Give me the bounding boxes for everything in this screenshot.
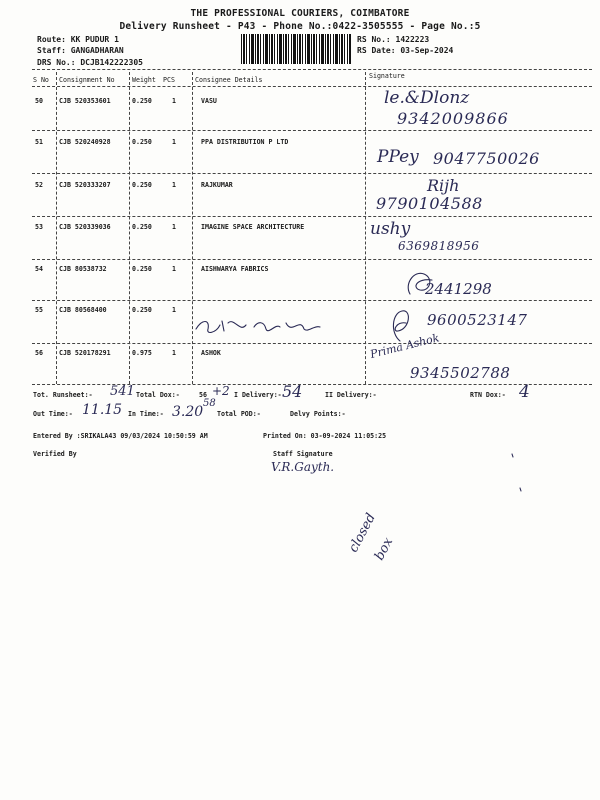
rtn-dox-label: RTN Dox:- [470,391,506,399]
margin-marks [506,448,526,498]
column-header-signature: Signature [369,72,405,80]
row-consignment: CJB 80538732 [59,265,107,273]
table-row [32,174,592,216]
row-pcs: 1 [172,223,176,231]
row-sno: 54 [35,265,43,273]
signature-phone: 2441298 [425,280,492,298]
drs-number: DRS No.: DCJB142222305 [37,58,143,67]
table-row [32,217,592,259]
total-dox-value: 56 [199,391,207,399]
handwritten-tamil-name [192,313,327,337]
rs-number: RS No.: 1422223 [357,35,430,44]
signature-phone: 6369818956 [398,239,480,253]
row-sno: 56 [35,349,43,357]
row-consignee: ASHOK [201,349,221,357]
table-row [32,301,592,343]
row-consignee: PPA DISTRIBUTION P LTD [201,138,289,146]
row-weight: 0.250 [132,306,152,314]
box-note-hw: box [372,535,397,564]
row-consignment: CJB 520333207 [59,181,111,189]
in-time-label: In Time:- [128,410,164,418]
total-dox-label: Total Dox:- [136,391,180,399]
row-consignee: RAJKUMAR [201,181,233,189]
row-sno: 55 [35,306,43,314]
row-weight: 0.250 [132,181,152,189]
signature-name: le.&Dlonz [384,88,470,108]
total-dox-hw-sum: 58 [203,398,216,409]
row-consignment: CJB 520178291 [59,349,111,357]
column-header-consignment: Consignment No [59,76,115,84]
route-label: Route: KK PUDUR 1 [37,35,119,44]
row-consignment: CJB 80568400 [59,306,107,314]
staff-signature-hw: V.R.Gayth. [271,460,335,474]
i-delivery-hw: 54 [282,382,303,401]
row-weight: 0.250 [132,223,152,231]
entered-by: Entered By :SRIKALA43 09/03/2024 10:50:59 AM [33,432,208,440]
row-consignee: VASU [201,97,217,105]
signature-phone: 9047750026 [433,149,540,168]
signature-phone: 9790104588 [376,194,483,213]
row-consignment: CJB 520353601 [59,97,111,105]
out-time-hw: 11.15 [82,402,123,418]
signature-phone: 9600523147 [427,311,528,329]
total-runsheet-label: Tot. Runsheet:- [33,391,93,399]
total-dox-hw: +2 [212,384,230,398]
row-weight: 0.975 [132,349,152,357]
delivery-points-label: Delvy Points:- [290,410,346,418]
column-header-sno: S No [33,76,49,84]
table-row [32,88,592,130]
closed-note-hw: closed [346,510,379,556]
table-row [32,260,592,300]
signature-name: Prima Ashok [368,331,441,361]
signature-name: ushy [370,219,411,239]
signature-phone: 9345502788 [410,364,511,382]
row-pcs: 1 [172,138,176,146]
row-weight: 0.250 [132,97,152,105]
table-row [32,331,592,384]
row-consignee: IMAGINE SPACE ARCHITECTURE [201,223,305,231]
row-weight: 0.250 [132,138,152,146]
barcode [241,34,351,64]
row-pcs: 1 [172,306,176,314]
total-pod-label: Total POD:- [217,410,261,418]
out-time-label: Out Time:- [33,410,73,418]
staff-label: Staff: GANGADHARAN [37,46,124,55]
row-sno: 51 [35,138,43,146]
row-pcs: 1 [172,181,176,189]
verified-by-label: Verified By [33,450,77,458]
row-pcs: 1 [172,265,176,273]
row-sno: 52 [35,181,43,189]
signature-name: PPey [377,147,419,167]
row-pcs: 1 [172,349,176,357]
runsheet-subtitle: Delivery Runsheet - P43 - Phone No.:0422-3505555 - Page No.:5 [119,21,481,32]
total-runsheet-hw: 541 [110,384,135,399]
row-pcs: 1 [172,97,176,105]
ii-delivery-label: II Delivery:- [325,391,377,399]
i-delivery-label: I Delivery:- [234,391,282,399]
rs-date: RS Date: 03-Sep-2024 [357,46,454,55]
table-row [32,131,592,173]
column-header-weight: Weight [132,76,156,84]
signature-name: Rijh [427,176,460,195]
row-sno: 50 [35,97,43,105]
printed-on: Printed On: 03-09-2024 11:05:25 [263,432,387,440]
table-header-border [32,86,592,87]
in-time-hw: 3.20 [172,404,204,420]
row-consignment: CJB 520339036 [59,223,111,231]
staff-signature-label: Staff Signature [273,450,333,458]
rtn-dox-hw: 4 [519,382,530,402]
row-weight: 0.250 [132,265,152,273]
row-consignee: AISHWARYA FABRICS [201,265,269,273]
company-title: THE PROFESSIONAL COURIERS, COIMBATORE [190,8,410,19]
row-sno: 53 [35,223,43,231]
table-top-border [32,69,592,70]
signature-phone: 9342009866 [397,109,509,128]
column-header-pcs: PCS [163,76,175,84]
column-header-consignee: Consignee Details [195,76,263,84]
row-consignment: CJB 520240928 [59,138,111,146]
